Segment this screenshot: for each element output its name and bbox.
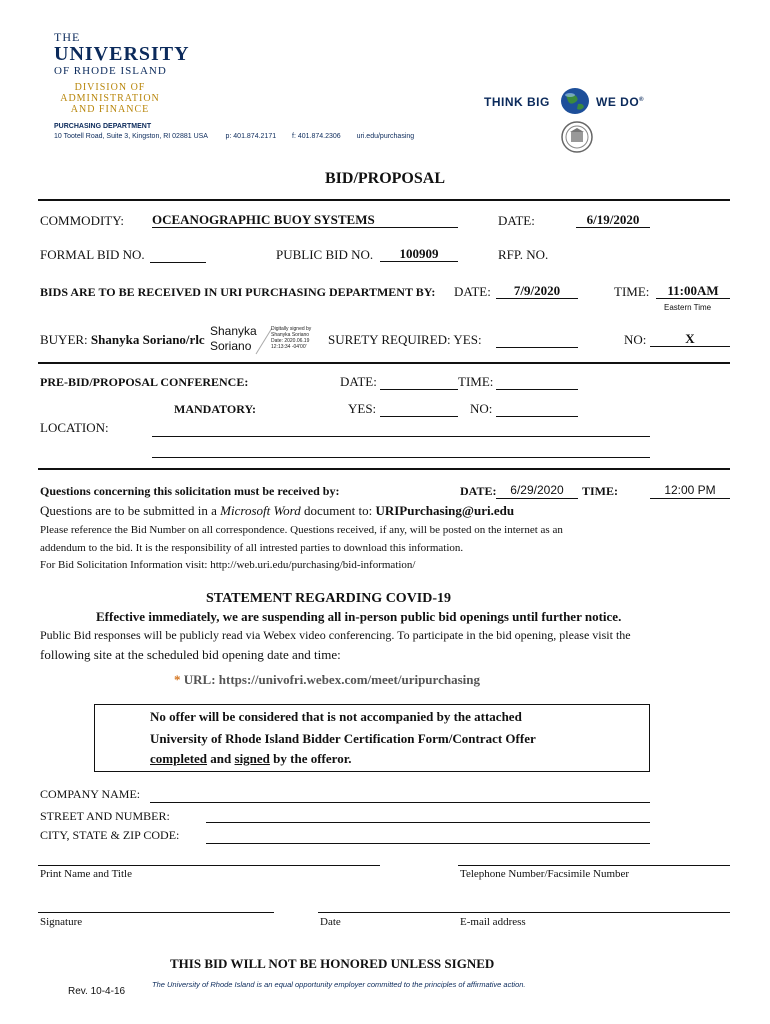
signature-name — [210, 324, 257, 354]
phone-label: Telephone Number/Facsimile Number — [460, 868, 630, 880]
signature-field[interactable] — [38, 912, 274, 913]
rfp-label: RFP. NO. — [498, 247, 549, 262]
dept-fax: f: 401.874.2306 — [292, 133, 341, 140]
notice-and: and — [207, 751, 235, 766]
print-name-label: Print Name and Title — [40, 868, 132, 880]
questions-label: Questions concerning this solicitation must be received by: — [40, 484, 340, 498]
submit-mid: document to: — [303, 503, 373, 518]
sign-date-label: Date — [320, 916, 341, 928]
location-field-2[interactable] — [152, 457, 650, 458]
buyer-label-text: BUYER: — [40, 332, 88, 347]
date-field[interactable]: 6/19/2020 — [576, 212, 650, 228]
company-name-field[interactable] — [150, 802, 650, 803]
notice-line-1: No offer will be considered that is not accompanied by the attached — [150, 709, 522, 724]
prebid-date-label: DATE: — [340, 374, 377, 389]
notice-end: by the offeror. — [269, 751, 352, 766]
bids-received-label: BIDS ARE TO BE RECEIVED IN URI PURCHASING DEPARTMENT BY: — [40, 285, 436, 299]
submit-prefix: Questions are to be submitted in a — [40, 503, 217, 518]
surety-no-label: NO: — [624, 332, 647, 347]
commodity-field[interactable]: OCEANOGRAPHIC BUOY SYSTEMS — [152, 212, 458, 228]
mandatory-label: MANDATORY: — [174, 402, 257, 416]
dept-phone: p: 401.874.2171 — [225, 133, 277, 140]
street-field[interactable] — [206, 822, 650, 823]
public-bid-field[interactable]: 100909 — [380, 246, 458, 262]
form-title: BID/PROPOSAL — [324, 170, 445, 187]
public-bid-label: PUBLIC BID NO. — [276, 247, 374, 262]
mandatory-yes-field[interactable] — [380, 416, 458, 417]
covid-subheading: Effective immediately, we are suspending all in-person public bid openings until further notice. — [96, 609, 622, 624]
submit-word: Microsoft Word — [220, 503, 301, 518]
surety-yes-field[interactable] — [496, 347, 578, 348]
commodity-label: COMMODITY: — [40, 213, 125, 228]
url-star: * — [174, 672, 181, 687]
uri-logo — [54, 30, 190, 77]
time-field[interactable]: 11:00AM — [656, 283, 730, 299]
eeo-statement: The University of Rhode Island is an equal opportunity employer committed to the principles of affirmative action. — [152, 980, 526, 989]
title-rule — [38, 199, 730, 201]
honor-warning: THIS BID WILL NOT BE HONORED UNLESS SIGNED — [170, 956, 495, 971]
date-label: DATE: — [498, 213, 535, 228]
buyer-label — [40, 332, 205, 348]
we-do-slogan — [596, 95, 644, 109]
time-label: TIME: — [614, 284, 650, 299]
sign-date-field[interactable] — [318, 912, 730, 913]
logo-the: THE — [54, 30, 81, 44]
division-line-2: ADMINISTRATION — [60, 93, 160, 104]
signature-label: Signature — [40, 916, 83, 928]
buyer-name: Shanyka Soriano/rlc — [90, 332, 205, 347]
formal-bid-label: FORMAL BID NO. — [40, 247, 145, 262]
division-line-3: AND FINANCE — [70, 104, 150, 115]
digital-sig-line-4: 12:13:34 -04'00' — [271, 344, 307, 350]
prebid-label: PRE-BID/PROPOSAL CONFERENCE: — [40, 375, 249, 389]
reference-note-1: Please reference the Bid Number on all correspondence. Questions received, if any, will be posted on the internet as an — [40, 524, 563, 536]
print-name-field[interactable] — [38, 865, 380, 866]
submit-email[interactable]: URIPurchasing@uri.edu — [375, 503, 515, 518]
dept-web: uri.edu/purchasing — [356, 133, 415, 140]
notice-completed: completed — [150, 751, 208, 766]
dept-contact — [54, 133, 474, 140]
covid-body-1: Public Bid responses will be publicly read via Webex video conferencing. To participate in the bid opening, please visit the — [40, 628, 631, 642]
location-label: LOCATION: — [40, 420, 109, 435]
questions-date-label: DATE: — [460, 484, 497, 498]
dept-name: PURCHASING DEPARTMENT — [54, 123, 152, 130]
division-line-1: DIVISION OF — [74, 82, 146, 93]
signature-last-name: Soriano — [210, 339, 252, 353]
questions-time-field[interactable]: 12:00 PM — [650, 483, 730, 499]
surety-label: SURETY REQUIRED: YES: — [328, 332, 482, 347]
section-rule-2 — [38, 468, 730, 470]
digital-sig-line-2: Shanyka Soriano — [271, 332, 310, 338]
digital-sig-line-1: Digitally signed by — [271, 326, 312, 332]
digital-sig-line-3: Date: 2020.06.19 — [271, 338, 310, 344]
logo-of-rhode-island: OF RHODE ISLAND — [54, 65, 167, 77]
city-state-zip-field[interactable] — [206, 843, 650, 844]
bid-info-link[interactable]: For Bid Solicitation Information visit: http://web.uri.edu/purchasing/bid-information/ — [40, 559, 416, 571]
company-name-label: COMPANY NAME: — [40, 787, 141, 801]
registered-mark: ® — [639, 97, 645, 103]
reference-note-2: addendum to the bid. It is the responsibility of all intrested parties to download this information. — [40, 542, 464, 554]
mandatory-yes-label: YES: — [348, 401, 377, 416]
covid-body-2: following site at the scheduled bid opening date and time: — [40, 647, 341, 662]
street-label: STREET AND NUMBER: — [40, 809, 170, 823]
time-zone: Eastern Time — [664, 303, 712, 312]
url-text[interactable]: URL: https://univofri.webex.com/meet/uripurchasing — [183, 672, 480, 687]
mandatory-no-label: NO: — [470, 401, 493, 416]
division-block — [60, 82, 160, 115]
bids-date-field[interactable]: 7/9/2020 — [496, 283, 578, 299]
webex-url[interactable] — [174, 672, 480, 688]
notice-signed: signed — [234, 751, 270, 766]
we-do-text: WE DO — [596, 95, 640, 109]
globe-icon — [558, 86, 592, 116]
surety-no-field[interactable]: X — [650, 331, 730, 347]
location-field-1[interactable] — [152, 436, 650, 437]
section-rule-1 — [38, 362, 730, 364]
covid-heading: STATEMENT REGARDING COVID-19 — [206, 591, 452, 606]
prebid-time-label: TIME: — [458, 374, 494, 389]
prebid-date-field[interactable] — [380, 389, 458, 390]
bids-date-label: DATE: — [454, 284, 491, 299]
mandatory-no-field[interactable] — [496, 416, 578, 417]
signature-first-name: Shanyka — [210, 324, 257, 338]
university-seal-icon — [560, 120, 594, 154]
logo-university: UNIVERSITY — [54, 43, 190, 65]
questions-time-label: TIME: — [582, 484, 618, 498]
revision-label: Rev. 10-4-16 — [68, 986, 126, 997]
city-state-zip-label: CITY, STATE & ZIP CODE: — [40, 828, 180, 842]
notice-line-2: University of Rhode Island Bidder Certification Form/Contract Offer — [150, 731, 536, 746]
email-label: E-mail address — [460, 916, 526, 928]
digital-signature-info — [271, 326, 311, 350]
submit-instructions — [40, 503, 514, 519]
formal-bid-field[interactable] — [150, 262, 206, 263]
notice-line-3 — [150, 751, 352, 767]
think-big-slogan: THINK BIG — [484, 95, 550, 109]
phone-field[interactable] — [458, 865, 730, 866]
questions-date-field[interactable]: 6/29/2020 — [496, 483, 578, 499]
prebid-time-field[interactable] — [496, 389, 578, 390]
dept-address: 10 Tootell Road, Suite 3, Kingston, RI 02881 USA — [54, 133, 208, 140]
